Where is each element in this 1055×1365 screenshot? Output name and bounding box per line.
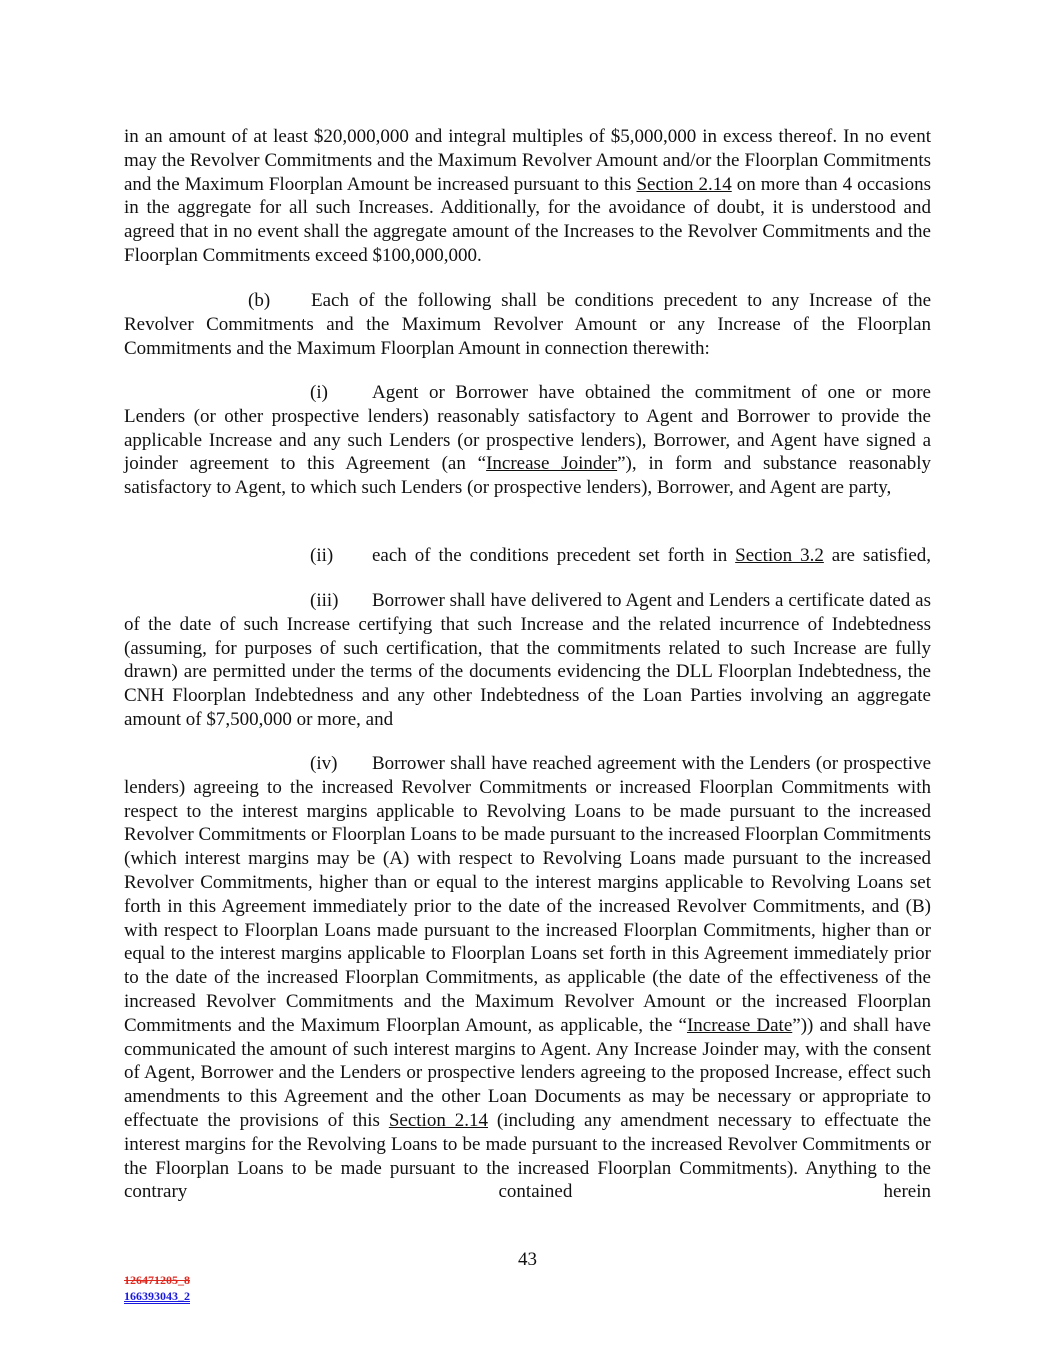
clause-label-iv: (iv) — [310, 753, 338, 774]
defined-term-increase-date: Increase Date — [686, 1014, 793, 1036]
defined-term-increase-joinder: Increase Joinder — [486, 453, 618, 475]
clause-label-iii: (iii) — [310, 590, 339, 611]
paragraph-ii-conditions — [124, 544, 931, 568]
para1-text-a: in an amount of at least $20,000,000 and integral multiples of $5,000,000 in excess thereof. In no event may the Revolver Commitments and the Maximum Revolver Amount and/or the Floorplan Commitments and the Maximum Floorplan Amount be increased pursuant to this — [124, 126, 931, 195]
para6-text-c: (including any amendment necessary to effectuate the interest margins for the Revolving Loans to be made pursuant to the increased Revolver Commitments or the Floorplan Loans to be made pursuant to the increased Floorplan Commitments). Anything to the contrary contained herein — [124, 1109, 931, 1203]
paragraph-i-commitment — [124, 381, 931, 500]
para1-text-b: on more than 4 occasions in the aggregate for all such Increases. Additionally, for the avoidance of doubt, it is understood and agreed that in no event shall the aggregate amount of the Increases to the Revolver Commitments and the Floorplan Commitments exceed $100,000,000. — [124, 173, 931, 266]
para4-text-b: are satisfied, — [823, 545, 931, 566]
para5-text: Borrower shall have delivered to Agent and Lenders a certificate dated as of the date of such Increase certifying that such Increase and the related incurrence of Indebtedness (assuming, for purposes of such certification, that the commitments related to such Increase are fully drawn) are permitted under the terms of the documents evidencing the DLL Floorplan Indebtedness, the CNH Floorplan Indebtedness and any other Indebtedness of the Loan Parties involving an aggregate amount of $7,500,000 or more, and — [124, 590, 931, 730]
paragraph-increase-limits — [124, 125, 931, 268]
clause-label-ii: (ii) — [310, 545, 334, 566]
section-reference-2-14: Section 2.14 — [636, 173, 732, 195]
paragraph-iv-interest-margins — [124, 752, 931, 1204]
clause-label-b: (b) — [248, 290, 271, 311]
section-reference-3-2: Section 3.2 — [735, 545, 824, 566]
deleted-document-id: 126471205_8 — [124, 1273, 190, 1287]
para3-text-a: Agent or Borrower have obtained the commitment of one or more Lenders (or other prospective lenders) reasonably satisfactory to Agent and Borrower to provide the applicable Increase and any such Lenders (or prospective lenders), Borrower, and Agent have signed a joinder agreement to this Agreement (an “ — [124, 382, 931, 475]
section-reference-2-14-second: Section 2.14 — [388, 1109, 488, 1131]
para2-text: Each of the following shall be conditions precedent to any Increase of the Revolver Commitments and the Maximum Revolver Amount or any Increase of the Floorplan Commitments and the Maximum Floorplan Amount in connection therewith: — [124, 290, 931, 359]
para6-text-b: ”)) and shall have communicated the amount of such interest margins to Agent. Any Increase Joinder may, with the consent of Agent, Borrower and the Lenders or prospective lenders agreeing to the proposed Increase, effect such amendments to this Agreement and the other Loan Documents as may be necessary or appropriate to effectuate the provisions of this — [124, 1014, 931, 1131]
para4-text-a: each of the conditions precedent set forth in — [372, 545, 736, 566]
clause-label-i: (i) — [310, 382, 328, 403]
page-number: 43 — [518, 1249, 537, 1270]
paragraph-b-conditions — [124, 289, 931, 360]
para3-text-b: ”), in form and substance reasonably satisfactory to Agent, to which such Lenders (or prospective lenders), Borrower, and Agent are party, — [124, 453, 932, 499]
para6-text-a: Borrower shall have reached agreement with the Lenders (or prospective lenders) agreeing to the increased Revolver Commitments or increased Floorplan Commitments with respect to the interest margins applicable to Revolving Loans to be made pursuant to the increased Revolver Commitments or Floorplan Loans to be made pursuant to the increased Floorplan Commitments (which interest margins may be (A) with respect to Revolving Loans made pursuant to the increased Revolver Commitments, higher than or equal to the interest margins applicable to Revolving Loans set forth in this Agreement immediately prior to the date of the increased Revolver Commitments, and (B) with respect to Floorplan Loans made pursuant to the increased Floorplan Commitments, higher than or equal to the interest margins applicable to Floorplan Loans set forth in this Agreement immediately prior to the date of the increased Floorplan Commitments, as applicable (the date of the effectiveness of the increased Revolver Commitments and the Maximum Revolver Amount or the increased Floorplan Commitments and the Maximum Floorplan Amount, as applicable, the “ — [124, 753, 931, 1036]
paragraph-iii-certificate — [124, 589, 931, 732]
inserted-document-id: 166393043_2 — [124, 1289, 190, 1303]
